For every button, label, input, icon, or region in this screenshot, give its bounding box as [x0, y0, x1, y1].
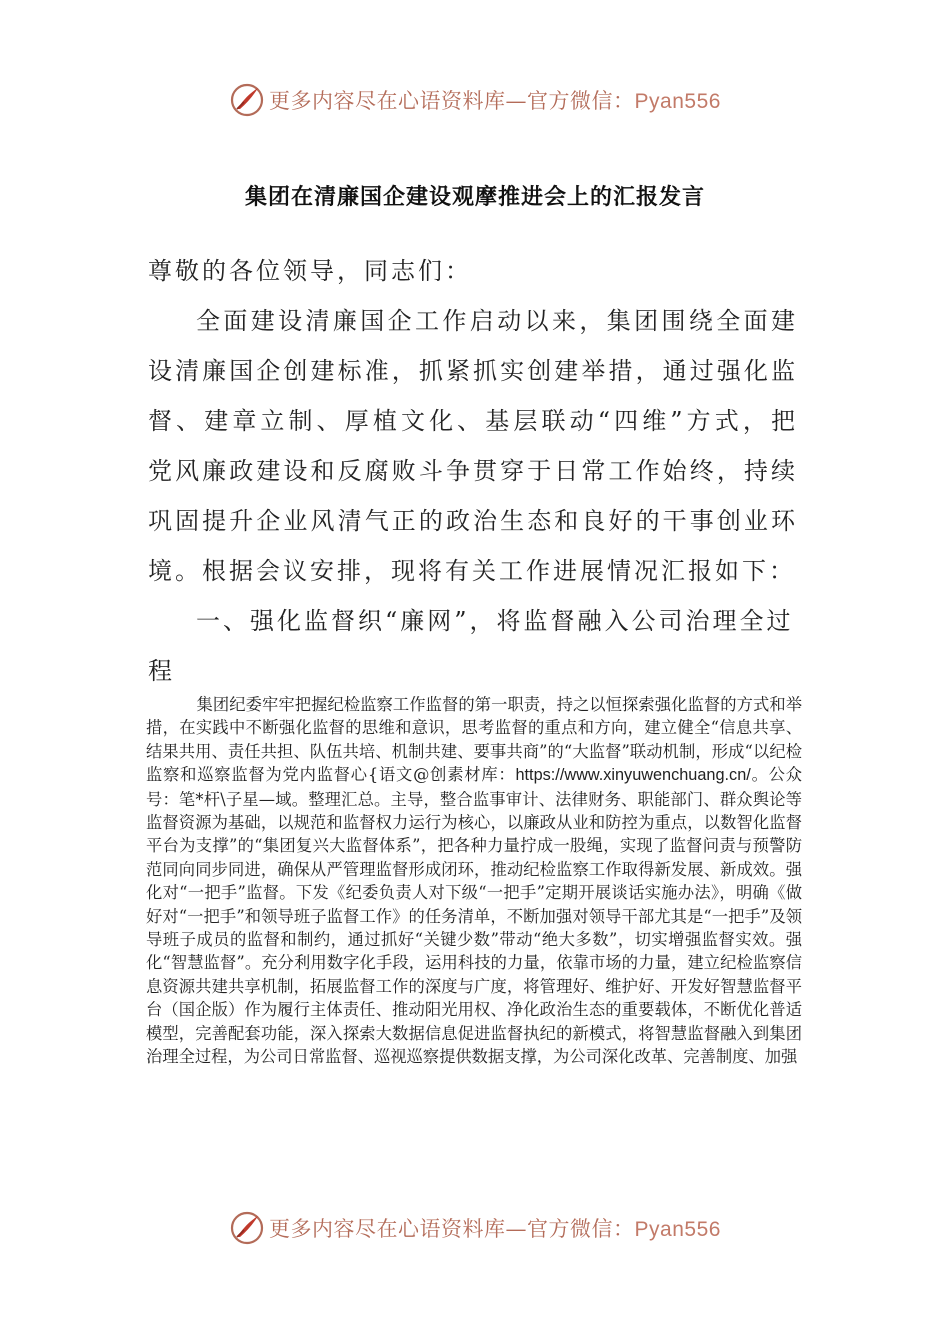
watermark-handle: Pyan556 [634, 90, 721, 113]
document-title: 集团在清廉国企建设观摩推进会上的汇报发言 [244, 184, 705, 210]
intro-paragraph: 全面建设清廉国企工作启动以来，集团围绕全面建设清廉国企创建标准，抓紧抓实创建举措，通过强化监督、建章立制、厚植文化、基层联动“四维”方式，把党风廉政建设和反腐败斗争贯穿于日常工作始终，持续巩固提升企业风清气正的政治生态和良好的干事创业环境。根据会议安排，现将有关工作进展情况汇报如下： [148, 307, 798, 585]
section-body-part2: 。公众号：笔*杆\子星—域。整理汇总。主导，整合监事审计、法律财务、职能部门、群众舆论等监督资源为基础，以规范和监督权力运行为核心，以廉政从业和防控为重点，以数智化监督平台为支撑”的“集团复兴大监督体系”，把各种力量拧成一股绳，实现了监督问责与预警防范同向同步同进，确保从严管理监督形成闭环，推动纪检监察工作取得新发展、新成效。强化对“一把手”监督。下发《纪委负责人对下级“一把手”定期开展谈话实施办法》，明确《做好对“一把手”和领导班子监督工作》的任务清单，不断加强对领导干部尤其是“一把手”及领导班子成员的监督和制约，通过抓好“关键少数”带动“绝大多数”，切实增强监督实效。强化“智慧监督”。充分利用数字化手段，运用科技的力量，依靠市场的力量，建立纪检监察信息资源共建共享机制，拓展监督工作的深度与广度，将管理好、维护好、开发好智慧监督平台（国企版）作为履行主体责任、推动阳光用权、净化政治生态的重要载体，不断优化普适模型，完善配套功能，深入探索大数据信息促进监督执纪的新模式，将智慧监督融入到集团治理全过程，为公司日常监督、巡视巡察提供数据支撑，为公司深化改革、完善制度、加强 [146, 765, 802, 1067]
watermark-text: 更多内容尽在心语资料库—官方微信：Pyan556 [269, 1217, 721, 1241]
quill-logo-icon [229, 1210, 265, 1246]
watermark-banner-top [0, 80, 950, 120]
source-url-link[interactable]: https://www.xinyuwenchuang.cn/ [515, 766, 751, 785]
salutation: 尊敬的各位领导，同志们： [148, 257, 472, 285]
watermark-text: 更多内容尽在心语资料库—官方微信：Pyan556 [269, 89, 721, 113]
watermark-banner-bottom [0, 1208, 950, 1248]
section-body-part1: 集团纪委牢牢把握纪检监察工作监督的第一职责，持之以恒探索强化监督的方式和举措，在实践中不断强化监督的思维和意识，思考监督的重点和方向，建立健全“信息共享、结果共用、责任共担、队伍共培、机制共建、要事共商”的“大监督”联动机制，形成“以纪检监察和巡察监督为党内监督心{语文@创素材库： [146, 695, 802, 785]
quill-logo-icon [229, 82, 265, 118]
watermark-handle: Pyan556 [634, 1218, 721, 1241]
section-body-1 [146, 693, 802, 1069]
section-heading-1: 一、强化监督织“廉网”，将监督融入公司治理全过程 [148, 607, 794, 685]
